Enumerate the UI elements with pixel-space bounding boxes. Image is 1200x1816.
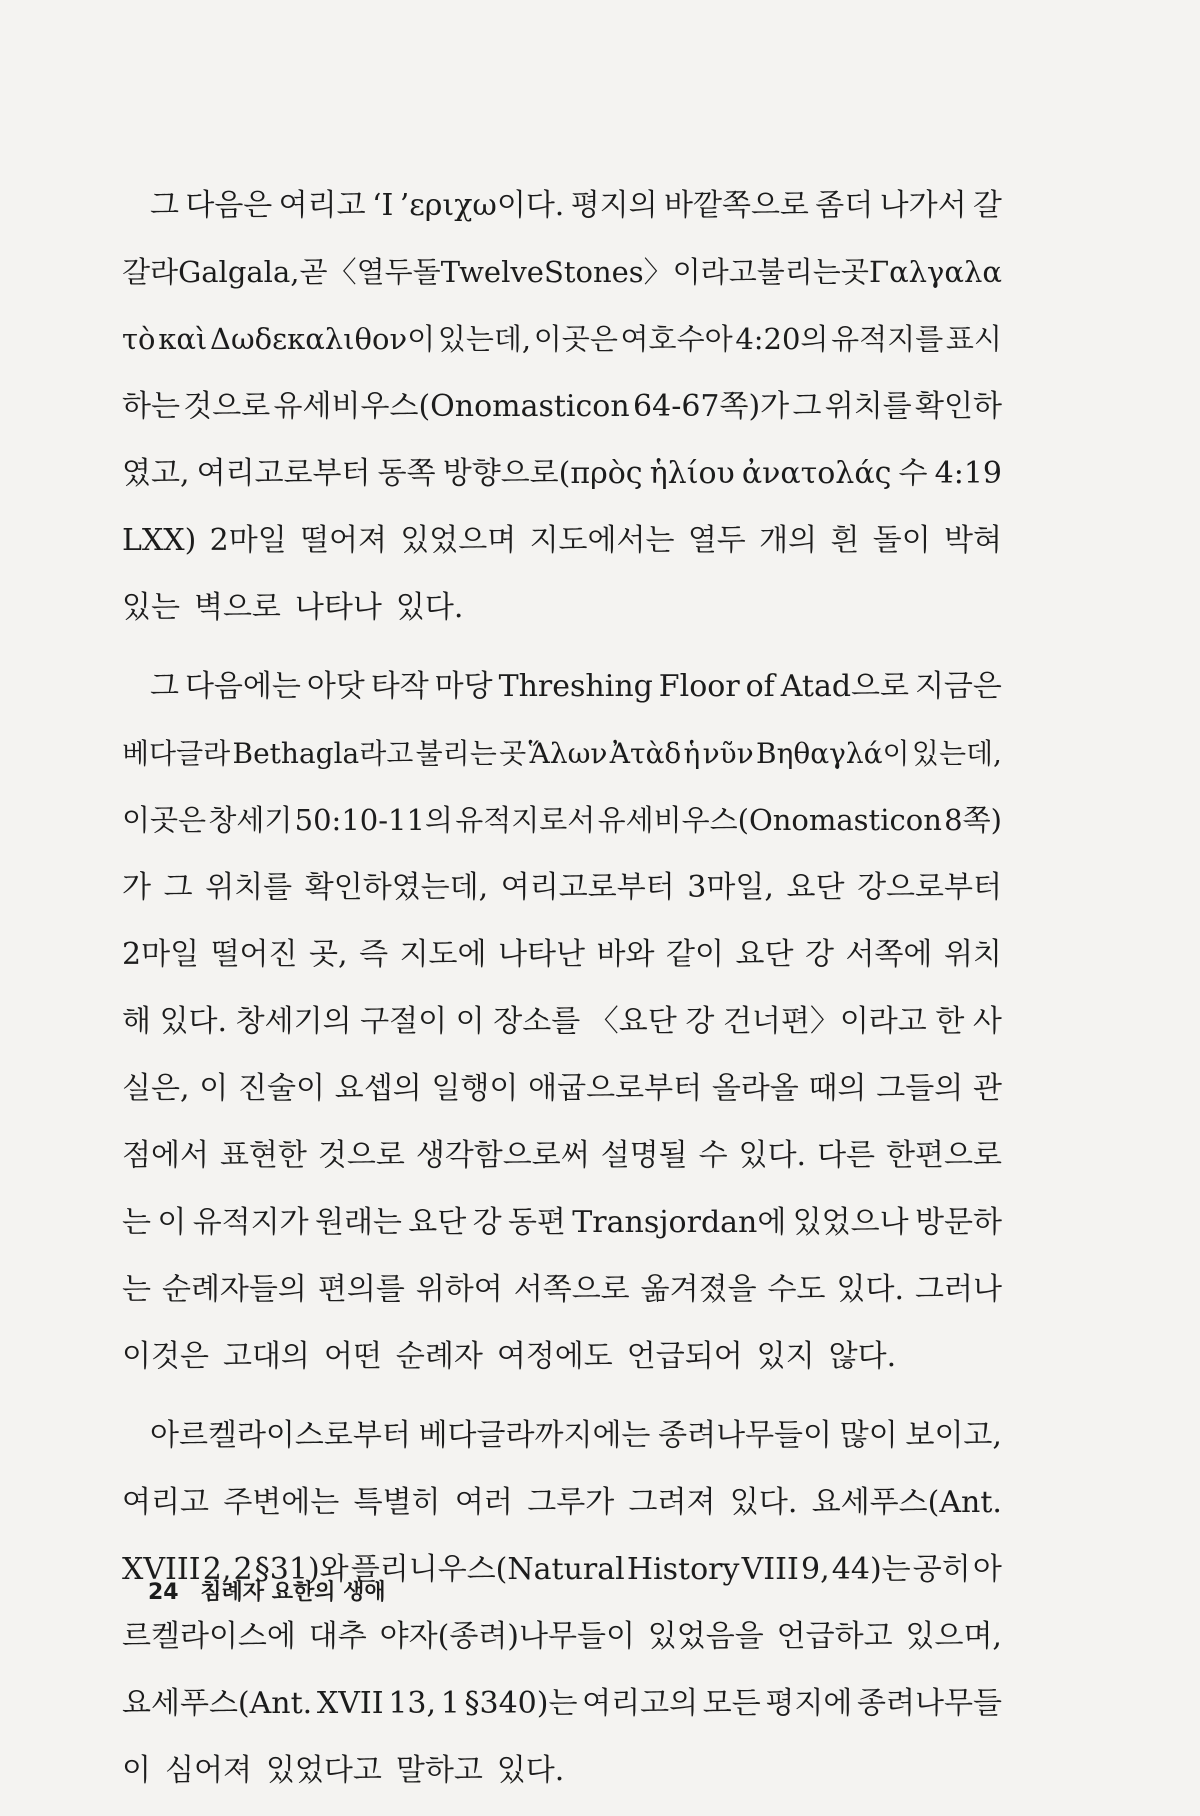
text-line: 요세푸스(Ant. XVII 13, 1 §340)는 여리고의 모든 평지에 종려나무들 [122,1686,1002,1721]
paragraph [122,653,1002,1390]
text-line: 가 그 위치를 확인하였는데, 여리고로부터 3마일, 요단 강으로부터 [122,870,1002,905]
text-line: 하는 것으로 유세비우스(Onomasticon 64-67쪽)가 그 위치를 확인하 [122,389,1002,424]
text-line: 갈라 Galgala, 곧 〈열두 돌 Twelve Stones〉이라고 불리는 곳 Γαλγαλα [122,255,1002,289]
text-line: 베다글라 Bethagla라고 불리는 곳 Ἅλων Ἀτὰδ ἡ νῦν Βηθαγλά이 있는데, [122,737,1002,770]
text-line: 는 이 유적지가 원래는 요단 강 동편 Transjordan에 있었으나 방문하 [122,1205,1002,1240]
text-line: 2마일 떨어진 곳, 즉 지도에 나타난 바와 같이 요단 강 서쪽에 위치 [122,937,1002,972]
text-line: τὸ καὶ Δωδεκαλιθον이 있는데, 이곳은 여호수아 4:20의 유적지를 표시 [122,322,1002,356]
text-line: XVIII 2, 2 §31)와 플리니우스(Natural History VIII 9, 44)는 공히 아 [122,1552,1002,1587]
page-number: 24 [148,1580,179,1605]
body-text [122,172,1002,1816]
text-line: 아르켈라이스로부터 베다글라까지에는 종려나무들이 많이 보이고, [150,1418,1002,1453]
text-line: 그 다음에는 아닷 타작 마당 Threshing Floor of Atad으로 지금은 [150,669,1002,704]
text-line: 실은, 이 진술이 요셉의 일행이 애굽으로부터 올라올 때의 그들의 관 [122,1071,1002,1106]
text-line: LXX) 2마일 떨어져 있었으며 지도에서는 열두 개의 흰 돌이 박혀 [122,523,1002,558]
text-line: 해 있다. 창세기의 구절이 이 장소를 〈요단 강 건너편〉이라고 한 사 [122,1004,1002,1039]
text-line: 이곳은 창세기 50:10-11의 유적지로서 유세비우스(Onomasticon 8쪽) [122,803,1002,837]
text-line: 르켈라이스에 대추 야자(종려)나무들이 있었음을 언급하고 있으며, [122,1619,1002,1654]
paragraph [122,172,1002,641]
text-line: 여리고 주변에는 특별히 여러 그루가 그려져 있다. 요세푸스(Ant. [122,1485,1002,1520]
text-line: 있는 벽으로 나타나 있다. [122,590,464,625]
page-footer [148,1575,386,1606]
running-title: 침례자 요한의 생애 [200,1580,386,1605]
text-line: 였고, 여리고로부터 동쪽 방향으로(πρὸς ἡλίου ἀνατολάς 수 4:19 [122,456,1002,491]
text-line: 이것은 고대의 어떤 순례자 여정에도 언급되어 있지 않다. [122,1339,897,1374]
text-line: 그 다음은 여리고 ‘I ’εριχω이다. 평지의 바깥쪽으로 좀더 나가서 갈 [150,188,1002,223]
text-line: 이 심어져 있었다고 말하고 있다. [122,1753,565,1788]
text-line: 는 순례자들의 편의를 위하여 서쪽으로 옮겨졌을 수도 있다. 그러나 [122,1272,1002,1307]
text-line: 점에서 표현한 것으로 생각함으로써 설명될 수 있다. 다른 한편으로 [122,1138,1002,1173]
